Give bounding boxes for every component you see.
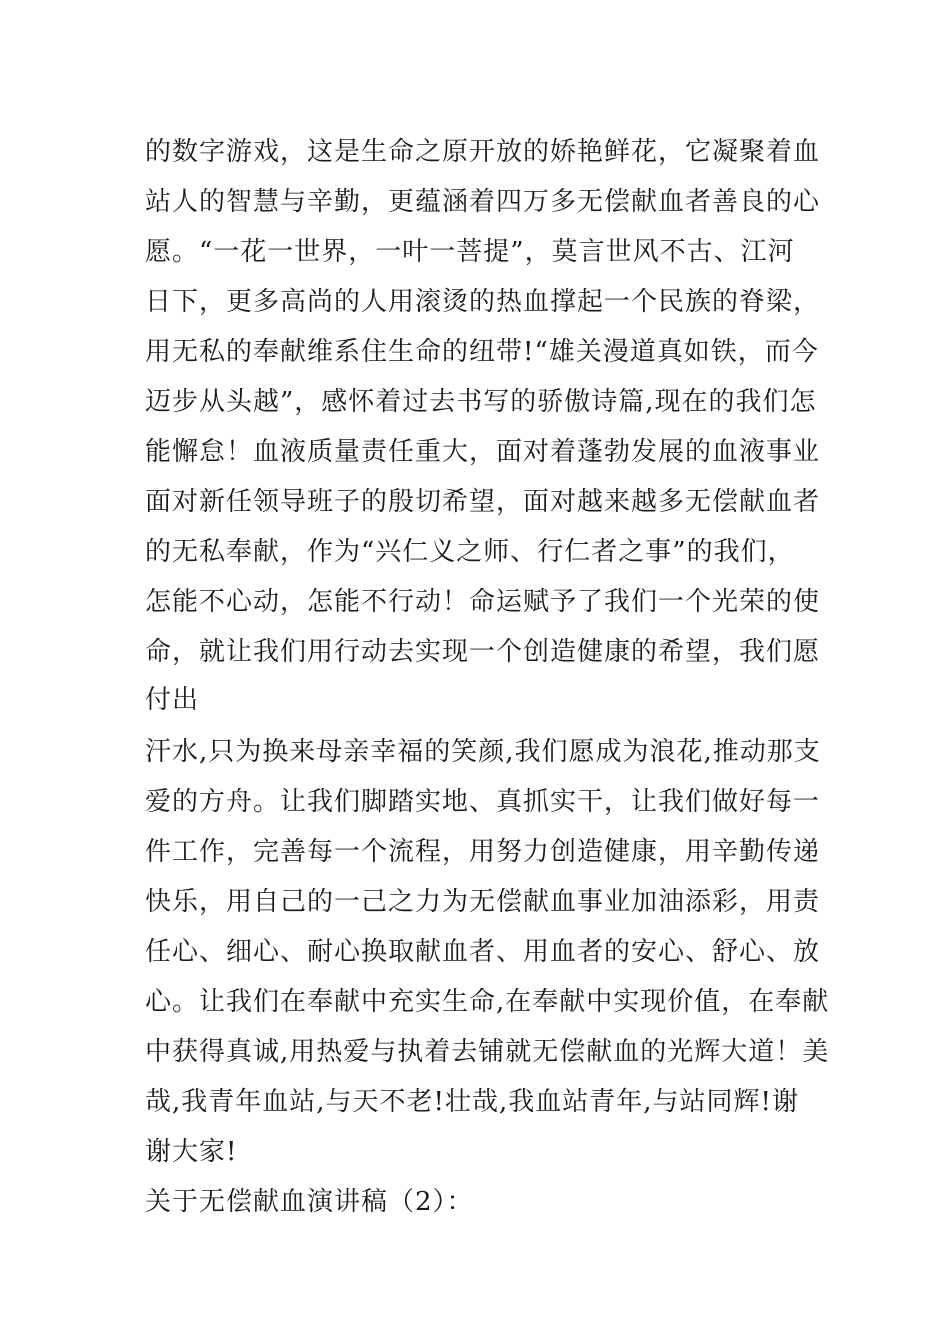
paragraph-line: 件工作，完善每一个流程，用努力创造健康，用辛勤传递 bbox=[145, 837, 821, 867]
paragraph-line: 怎能不心动，怎能不行动！命运赋予了我们一个光荣的使 bbox=[145, 587, 821, 617]
paragraph-line: 的无私奉献，作为“兴仁义之师、行仁者之事”的我们， bbox=[145, 537, 795, 567]
paragraph-line: 付出 bbox=[145, 685, 200, 715]
paragraph-line: 能懈怠！血液质量责任重大，面对着蓬勃发展的血液事业 bbox=[145, 437, 821, 467]
paragraph-line: 用无私的奉献维系住生命的纽带!“雄关漫道真如铁，而今 bbox=[145, 337, 819, 367]
paragraph-line: 爱的方舟。让我们脚踏实地、真抓实干，让我们做好每一 bbox=[145, 787, 821, 817]
paragraph-line: 日下，更多高尚的人用滚烫的热血撑起一个民族的脊梁， bbox=[145, 287, 821, 317]
paragraph-line: 任心、细心、耐心换取献血者、用血者的安心、舒心、放 bbox=[145, 937, 821, 967]
paragraph-line: 的数字游戏，这是生命之原开放的娇艳鲜花，它凝聚着血 bbox=[145, 137, 821, 167]
paragraph-line: 快乐，用自己的一己之力为无偿献血事业加油添彩，用责 bbox=[145, 887, 821, 917]
paragraph-line: 哉,我青年血站,与天不老!壮哉,我血站青年,与站同辉!谢 bbox=[145, 1087, 799, 1117]
paragraph-line: 面对新任领导班子的殷切希望，面对越来越多无偿献血者 bbox=[145, 487, 821, 517]
paragraph-line: 谢大家! bbox=[145, 1137, 238, 1167]
paragraph-line: 站人的智慧与辛勤，更蕴涵着四万多无偿献血者善良的心 bbox=[145, 187, 821, 217]
paragraph-line: 中获得真诚,用热爱与执着去铺就无偿献血的光辉大道！美 bbox=[145, 1037, 830, 1067]
paragraph-line: 迈步从头越”，感怀着过去书写的骄傲诗篇,现在的我们怎 bbox=[145, 387, 817, 417]
section-heading: 关于无偿献血演讲稿（2）： bbox=[145, 1187, 474, 1217]
paragraph-line: 心。让我们在奉献中充实生命,在奉献中实现价值，在奉献 bbox=[145, 987, 830, 1017]
paragraph-line: 汗水,只为换来母亲幸福的笑颜,我们愿成为浪花,推动那支 bbox=[145, 737, 821, 767]
paragraph-line: 命，就让我们用行动去实现一个创造健康的希望，我们愿 bbox=[145, 637, 821, 667]
paragraph-line: 愿。“一花一世界，一叶一菩提”，莫言世风不古、江河 bbox=[145, 237, 795, 267]
